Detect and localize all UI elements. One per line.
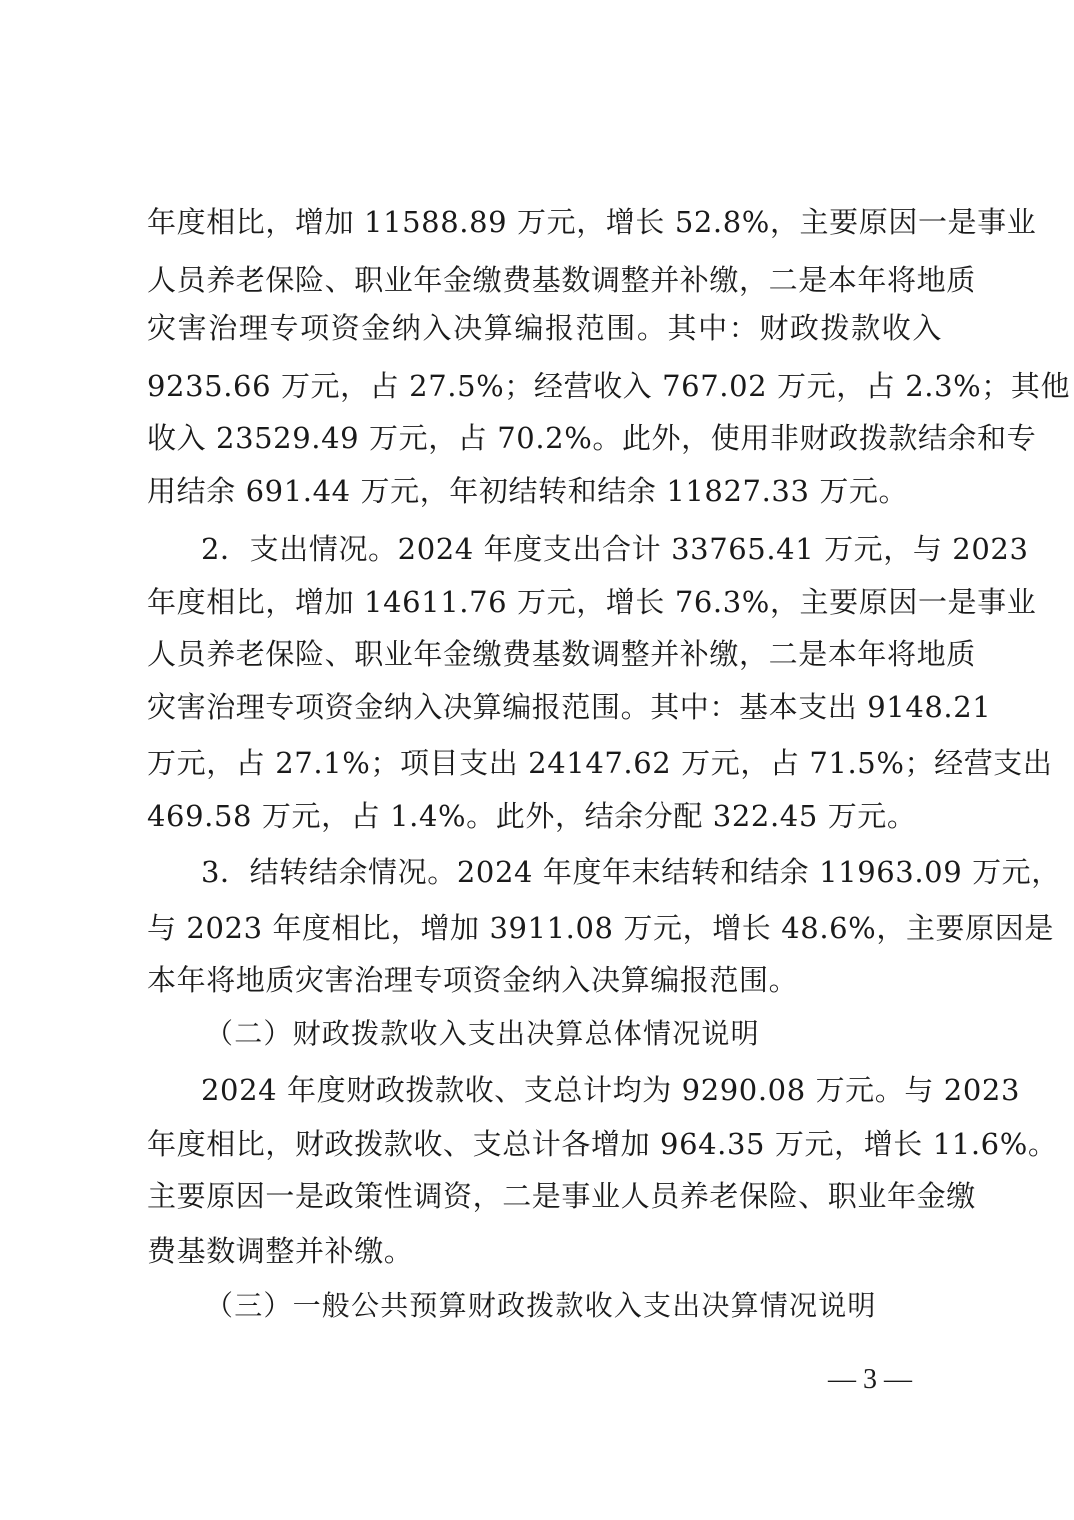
text-line: 本年将地质灾害治理专项资金纳入决算编报范围。 — [147, 963, 799, 997]
section-heading: （三）一般公共预算财政拨款收入支出决算情况说明 — [205, 1289, 877, 1322]
text-line: 万元，占 27.1%；项目支出 24147.62 万元，占 71.5%；经营支出 — [147, 746, 1053, 780]
text-line: 人员养老保险、职业年金缴费基数调整并补缴，二是本年将地质 — [147, 637, 976, 671]
text-line: 年度相比，增加 11588.89 万元，增长 52.8%，主要原因一是事业 — [147, 205, 1037, 239]
text-line: 用结余 691.44 万元，年初结转和结余 11827.33 万元。 — [147, 474, 909, 508]
text-line: 2024 年度财政拨款收、支总计均为 9290.08 万元。与 2023 — [201, 1073, 1021, 1107]
text-line: 9235.66 万元，占 27.5%；经营收入 767.02 万元，占 2.3%；其他 — [147, 369, 1071, 403]
text-line: 年度相比，增加 14611.76 万元，增长 76.3%，主要原因一是事业 — [147, 585, 1037, 619]
text-line: 收入 23529.49 万元，占 70.2%。此外，使用非财政拨款结余和专 — [147, 421, 1037, 455]
text-line: 人员养老保险、职业年金缴费基数调整并补缴，二是本年将地质 — [147, 263, 976, 297]
section-heading: （二）财政拨款收入支出决算总体情况说明 — [205, 1017, 760, 1050]
page-number: — 3 — — [828, 1364, 912, 1395]
text-line: 3．结转结余情况。2024 年度年末结转和结余 11963.09 万元， — [201, 855, 1061, 889]
text-line: 灾害治理专项资金纳入决算编报范围。其中：基本支出 9148.21 — [147, 690, 992, 724]
text-line: 与 2023 年度相比，增加 3911.08 万元，增长 48.6%，主要原因是 — [147, 911, 1054, 945]
text-line: 469.58 万元，占 1.4%。此外，结余分配 322.45 万元。 — [147, 799, 917, 833]
text-line: 灾害治理专项资金纳入决算编报范围。其中：财政拨款收入 — [147, 311, 942, 345]
text-line: 费基数调整并补缴。 — [147, 1234, 414, 1268]
text-line: 主要原因一是政策性调资，二是事业人员养老保险、职业年金缴 — [147, 1179, 976, 1213]
text-line: 年度相比，财政拨款收、支总计各增加 964.35 万元，增长 11.6%。 — [147, 1127, 1058, 1161]
text-line: 2．支出情况。2024 年度支出合计 33765.41 万元，与 2023 — [201, 532, 1029, 566]
